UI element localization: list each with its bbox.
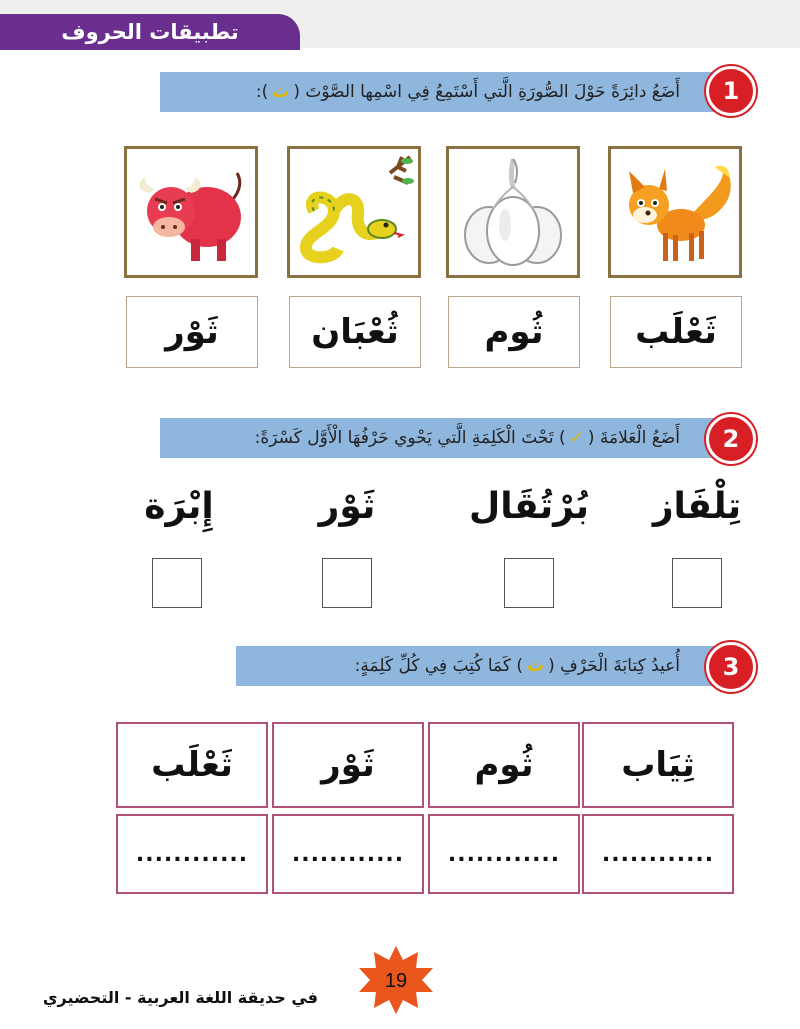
checkbox-1[interactable] (672, 558, 722, 608)
garlic-icon (453, 153, 573, 271)
checkbox-2[interactable] (504, 558, 554, 608)
picture-bull[interactable] (124, 146, 258, 278)
instruction-bar-3 (236, 646, 730, 686)
option-word-3: ثَوْر (318, 486, 376, 527)
checkbox-3[interactable] (322, 558, 372, 608)
instruction-2-text: أَضَعُ الْعَلامَةَ ( (587, 428, 680, 448)
option-word-4: إِبْرَة (144, 486, 214, 527)
option-word-2: بُرْتُقَال (468, 486, 590, 527)
page-title: تطبيقات الحروف (0, 14, 300, 50)
word-box-2: ثُوم (448, 296, 580, 368)
writing-cell-4[interactable]: ............ (116, 814, 268, 894)
instruction-1-text: أَضَعُ دائِرَةً حَوْلَ الصُّورَةِ الَّتي أَسْتَمِعُ فِي اسْمِها الصَّوْتَ ( (293, 82, 680, 102)
exercise-number-3: 3 (706, 642, 756, 692)
check-mark-icon: ✓ (569, 428, 584, 448)
page-number-badge (356, 944, 436, 1016)
bull-icon (131, 153, 251, 271)
book-title: في حديقة اللغة العربية - التحضيري (42, 988, 318, 1007)
exercise-number-2: 2 (706, 414, 756, 464)
instruction-3-letter: ث (527, 656, 545, 676)
snake-icon (294, 153, 414, 271)
word-box-3: ثُعْبَان (289, 296, 421, 368)
picture-snake[interactable] (287, 146, 421, 278)
writing-cell-2[interactable]: ............ (428, 814, 580, 894)
checkbox-4[interactable] (152, 558, 202, 608)
instruction-3-text: أُعيدُ كِتابَةَ الْحَرْفِ ( (548, 656, 680, 676)
table-word-2: ثُوم (428, 722, 580, 808)
fox-icon (615, 153, 735, 271)
exercise-number-1: 1 (706, 66, 756, 116)
picture-garlic[interactable] (446, 146, 580, 278)
word-box-1: ثَعْلَب (610, 296, 742, 368)
word-box-4: ثَوْر (126, 296, 258, 368)
instruction-1-letter: ث (272, 82, 290, 102)
table-word-1: ثِيَاب (582, 722, 734, 808)
table-word-3: ثَوْر (272, 722, 424, 808)
instruction-bar-1 (160, 72, 730, 112)
table-word-4: ثَعْلَب (116, 722, 268, 808)
instruction-bar-2 (160, 418, 730, 458)
instruction-2-end: ) تَحْتَ الْكَلِمَةِ الَّتي يَحْوي حَرْفُهَا الْأَوَّل كَسْرَةً: (254, 428, 566, 448)
option-word-1: تِلْفَاز (652, 486, 742, 527)
picture-fox[interactable] (608, 146, 742, 278)
writing-cell-1[interactable]: ............ (582, 814, 734, 894)
instruction-1-end: ): (255, 82, 269, 102)
writing-cell-3[interactable]: ............ (272, 814, 424, 894)
page-number: 19 (384, 970, 408, 992)
instruction-3-end: ) كَمَا كُتِبَ فِي كُلِّ كَلِمَةٍ: (354, 656, 523, 676)
